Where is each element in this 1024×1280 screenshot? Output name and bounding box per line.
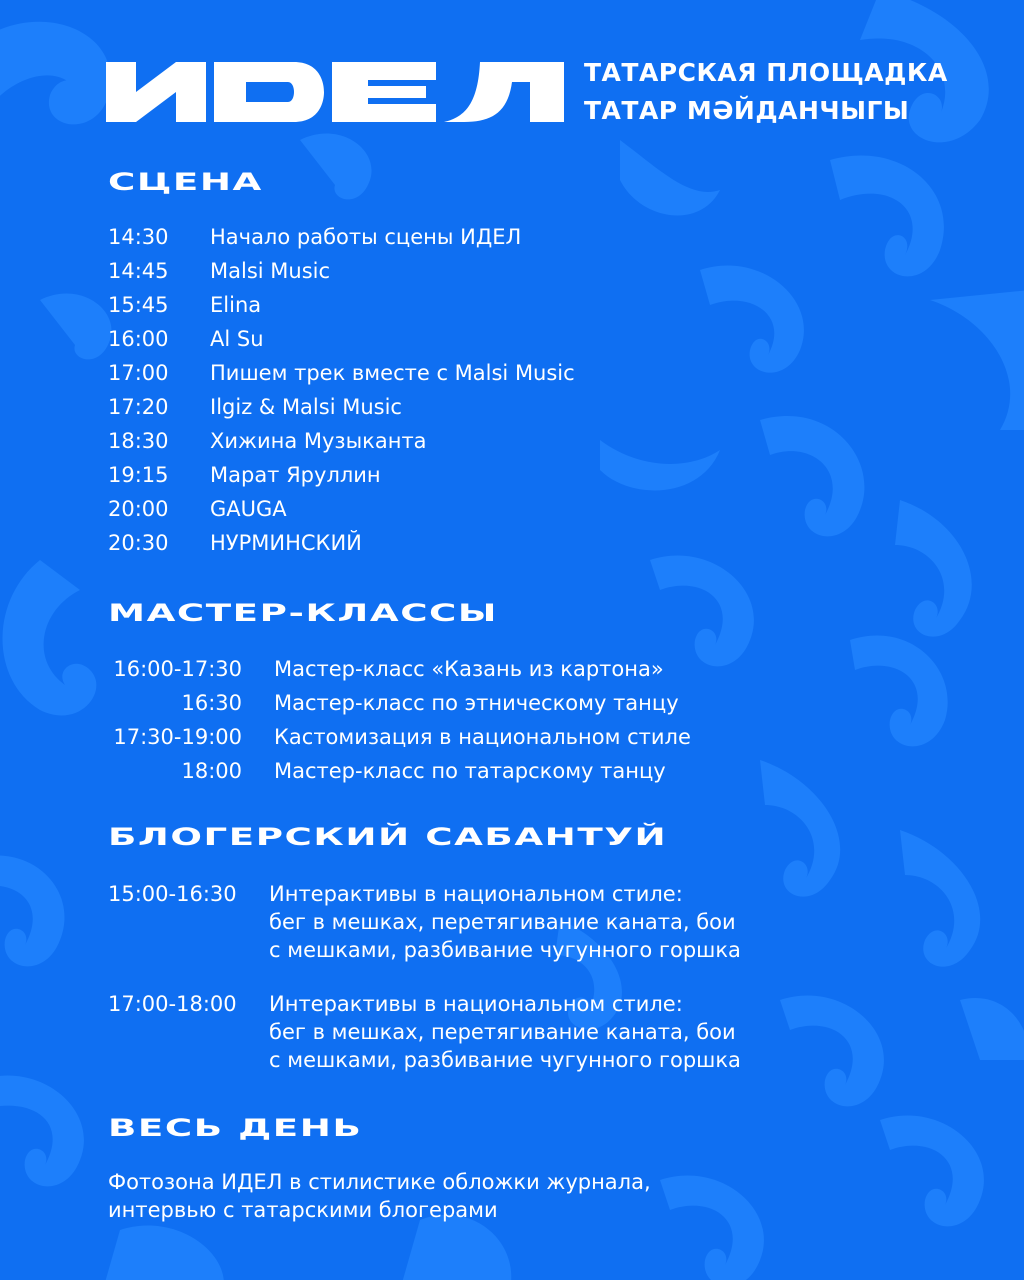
stage-event: GAUGA [210, 497, 287, 521]
stage-event: НУРМИНСКИЙ [210, 531, 362, 555]
stage-event: Хижина Музыканта [210, 429, 427, 453]
allday-heading: ВЕСЬ ДЕНЬ [108, 1114, 363, 1142]
allday-line: Фотозона ИДЕЛ в стилистике обложки журнала, [108, 1170, 651, 1194]
masterclass-event: Мастер-класс по этническому танцу [274, 691, 679, 715]
masterclass-time: 16:30 [181, 691, 242, 715]
stage-event: Марат Яруллин [210, 463, 381, 487]
stage-time: 14:45 [108, 259, 169, 283]
stage-time: 14:30 [108, 225, 169, 249]
masterclass-event: Мастер-класс по татарскому танцу [274, 759, 666, 783]
sabantuy-line: бег в мешках, перетягивание каната, бои [269, 910, 736, 934]
allday-description [108, 1168, 651, 1224]
masterclass-time: 16:00-17:30 [113, 657, 242, 681]
masterclass-time: 17:30-19:00 [113, 725, 242, 749]
stage-event: Elina [210, 293, 262, 317]
sabantuy-line: бег в мешках, перетягивание каната, бои [269, 1020, 736, 1044]
stage-time: 20:00 [108, 497, 169, 521]
sabantuy-line: с мешками, разбивание чугунного горшка [269, 938, 741, 962]
subtitle-tatar-platform-ru: ТАТАРСКАЯ ПЛОЩАДКА [584, 58, 948, 87]
sabantuy-time: 17:00-18:00 [108, 992, 237, 1016]
stage-time: 20:30 [108, 531, 169, 555]
stage-heading: СЦЕНА [108, 168, 263, 196]
stage-time: 16:00 [108, 327, 169, 351]
sabantuy-line: Интерактивы в национальном стиле: [269, 992, 683, 1016]
subtitle-tatar-platform-tt: ТАТАР МӘЙДАНЧЫГЫ [584, 96, 910, 125]
allday-line: интервью с татарскими блогерами [108, 1198, 498, 1222]
masterclass-time: 18:00 [181, 759, 242, 783]
stage-time: 17:00 [108, 361, 169, 385]
stage-event: Al Su [210, 327, 264, 351]
stage-event: Ilgiz & Malsi Music [210, 395, 402, 419]
idel-logo [106, 62, 564, 122]
sabantuy-heading: БЛОГЕРСКИЙ САБАНТУЙ [108, 823, 668, 851]
stage-time: 19:15 [108, 463, 169, 487]
stage-event: Пишем трек вместе с Malsi Music [210, 361, 575, 385]
sabantuy-time: 15:00-16:30 [108, 882, 237, 906]
stage-time: 15:45 [108, 293, 169, 317]
masterclasses-heading: МАСТЕР-КЛАССЫ [108, 599, 498, 627]
sabantuy-line: с мешками, разбивание чугунного горшка [269, 1048, 741, 1072]
stage-event: Начало работы сцены ИДЕЛ [210, 225, 522, 249]
stage-time: 18:30 [108, 429, 169, 453]
masterclass-event: Мастер-класс «Казань из картона» [274, 657, 664, 681]
sabantuy-line: Интерактивы в национальном стиле: [269, 882, 683, 906]
stage-event: Malsi Music [210, 259, 331, 283]
masterclass-event: Кастомизация в национальном стиле [274, 725, 691, 749]
stage-time: 17:20 [108, 395, 169, 419]
